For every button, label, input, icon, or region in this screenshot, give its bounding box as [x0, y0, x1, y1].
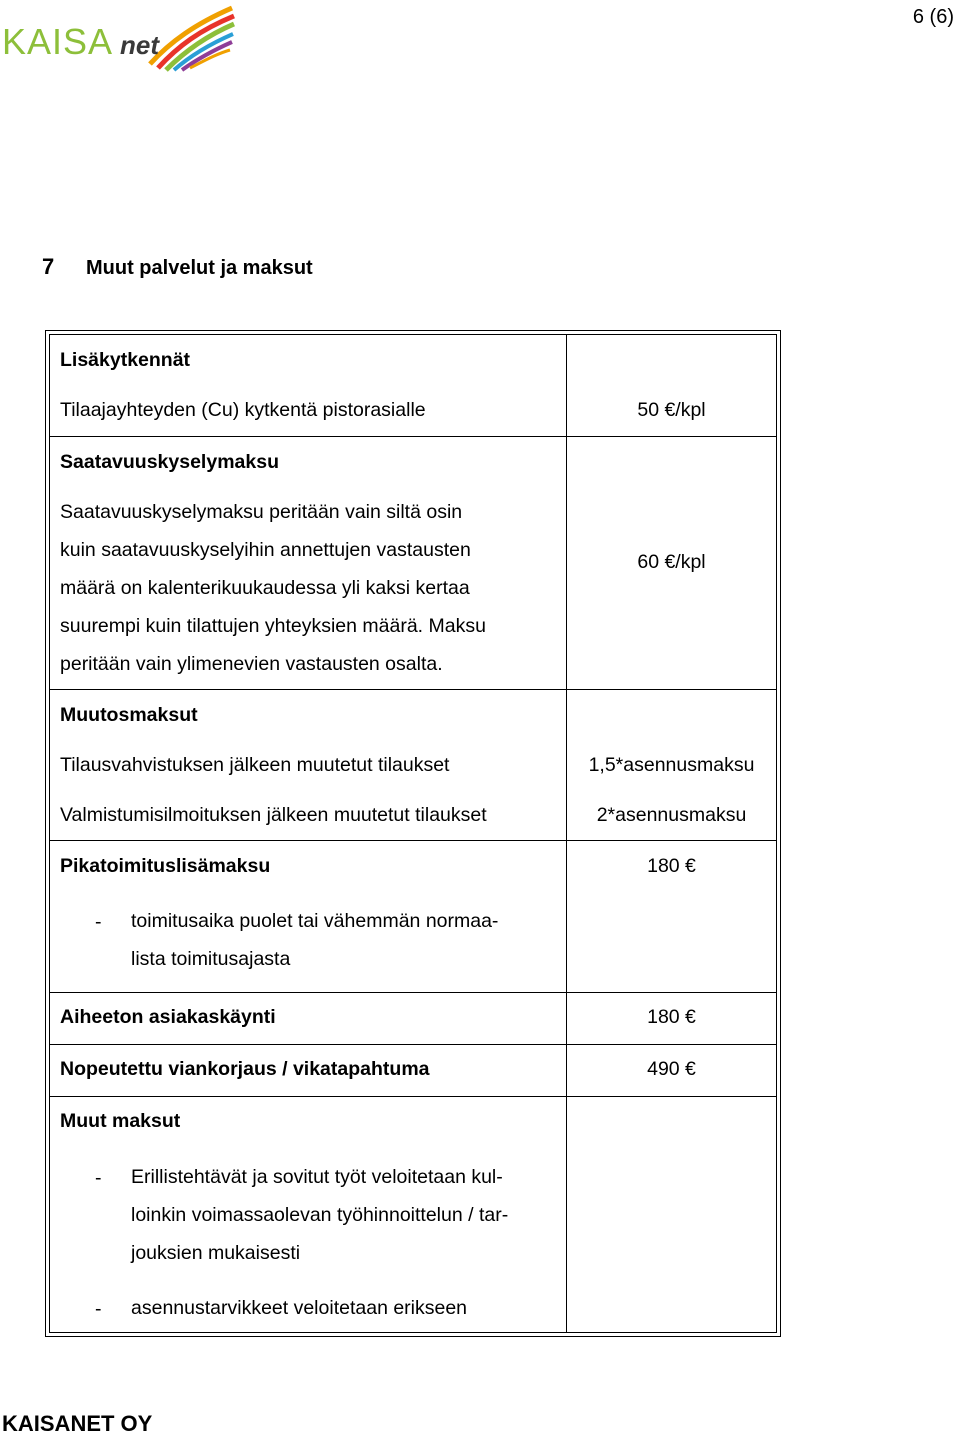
table-row-muut	[50, 1096, 776, 1332]
muutos-heading: Muutosmaksut	[60, 704, 198, 726]
saatavuus-description	[60, 493, 486, 683]
table-row-saatavuus	[50, 436, 776, 689]
pika-line: toimitusaika puolet tai vähemmän normaa-	[131, 910, 499, 932]
logo-swirl	[150, 8, 234, 70]
pika-price: 180 €	[647, 855, 696, 877]
aiheeton-heading: Aiheeton asiakaskäynti	[60, 1006, 276, 1028]
table-row-lisakytkennat	[50, 335, 776, 436]
saatavuus-line: suurempi kuin tilattujen yhteyksien määrä. Maksu	[60, 615, 486, 637]
muut-bullet-1-line: jouksien mukaisesti	[131, 1242, 301, 1264]
pika-dash: -	[95, 911, 102, 933]
lisakytkennat-heading: Lisäkytkennät	[60, 349, 191, 371]
pika-line: lista toimitusajasta	[131, 948, 291, 970]
muut-dash-2: -	[95, 1298, 102, 1320]
section-number: 7	[42, 254, 55, 279]
page-number: 6 (6)	[912, 6, 954, 28]
table-row-muutos	[50, 689, 776, 840]
saatavuus-line: määrä on kalenterikuukaudessa yli kaksi kertaa	[60, 577, 470, 599]
saatavuus-line: Saatavuuskyselymaksu peritään vain siltä osin	[60, 501, 463, 523]
fees-table	[45, 330, 781, 1337]
nopeutettu-heading: Nopeutettu viankorjaus / vikatapahtuma	[60, 1058, 430, 1080]
muutos-price-2: 2*asennusmaksu	[596, 804, 747, 826]
kaisanet-logo	[0, 2, 240, 74]
muut-heading: Muut maksut	[60, 1110, 181, 1132]
muut-bullet-1	[131, 1158, 508, 1272]
footer-company: KAISANET OY	[2, 1411, 153, 1436]
saatavuus-line: kuin saatavuuskyselyihin annettujen vastausten	[60, 539, 471, 561]
nopeutettu-price: 490 €	[647, 1058, 696, 1080]
logo-text-suffix: net	[120, 30, 159, 60]
logo-text-main: KAISA	[2, 21, 114, 62]
muutos-price-1: 1,5*asennusmaksu	[588, 754, 755, 776]
lisakytkennat-price: 50 €/kpl	[637, 399, 706, 421]
pika-bullet	[131, 902, 498, 978]
table-row-nopeutettu	[50, 1044, 776, 1096]
table-row-aiheeton	[50, 992, 776, 1044]
saatavuus-line: peritään vain ylimenevien vastausten osalta.	[60, 653, 443, 675]
aiheeton-price: 180 €	[647, 1006, 696, 1028]
section-heading	[42, 254, 313, 280]
muut-bullet-2: asennustarvikkeet veloitetaan erikseen	[131, 1297, 468, 1319]
table-row-pika	[50, 840, 776, 992]
muutos-item-2: Valmistumisilmoituksen jälkeen muutetut tilaukset	[60, 804, 487, 826]
muut-bullet-1-line: loinkin voimassaolevan työhinnoittelun / tar-	[131, 1204, 509, 1226]
muut-bullet-1-line: Erillistehtävät ja sovitut työt veloitetaan kul-	[131, 1166, 503, 1188]
saatavuus-heading: Saatavuuskyselymaksu	[60, 451, 279, 473]
muut-dash-1: -	[95, 1167, 102, 1189]
muutos-item-1: Tilausvahvistuksen jälkeen muutetut tilaukset	[60, 754, 450, 776]
section-title: Muut palvelut ja maksut	[86, 257, 313, 279]
lisakytkennat-item: Tilaajayhteyden (Cu) kytkentä pistorasialle	[60, 399, 426, 421]
pika-heading: Pikatoimituslisämaksu	[60, 855, 271, 877]
saatavuus-price: 60 €/kpl	[637, 551, 706, 573]
